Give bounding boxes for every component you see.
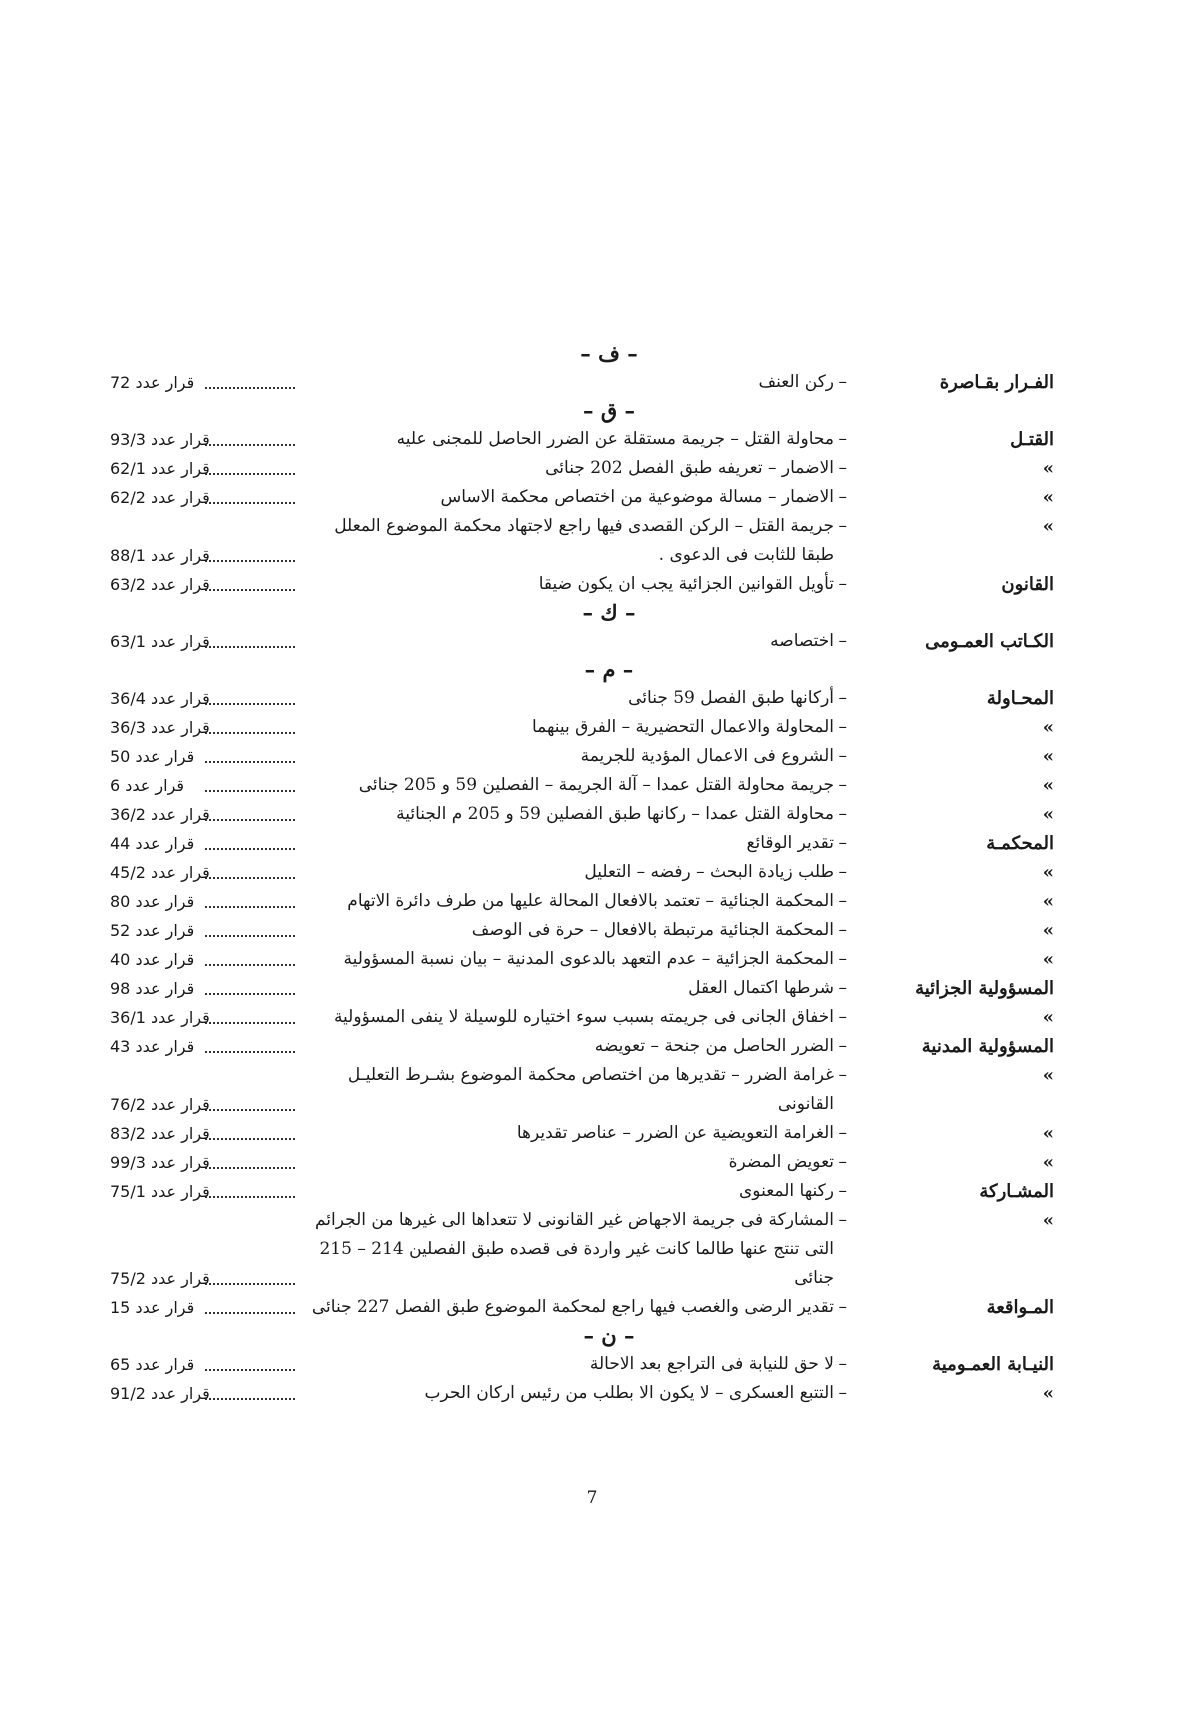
index-entry xyxy=(0,945,1184,974)
entry-description: تقدير الوقائع xyxy=(746,833,834,853)
index-entry xyxy=(0,425,1184,454)
entry-description: اخفاق الجانى فى جريمته بسبب سوء اختياره للوسيلة لا ينفى المسؤولية xyxy=(333,1007,834,1027)
index-entry xyxy=(0,1119,1184,1148)
entry-term: » xyxy=(1042,458,1054,479)
entry-term: المسؤولية الجزائية xyxy=(915,978,1054,999)
index-entry xyxy=(0,1379,1184,1408)
entry-dash: – xyxy=(838,487,847,507)
entry-term: » xyxy=(1042,804,1054,825)
entry-term: المسؤولية المدنية xyxy=(921,1036,1054,1057)
entry-description: غرامة الضرر – تقديرها من اختصاص محكمة الموضوع بشـرط التعليـل xyxy=(347,1065,834,1085)
entry-dash: – xyxy=(838,1297,847,1317)
entry-dash: – xyxy=(838,1181,847,1201)
entry-description: التى تنتج عنها طالما كانت غير واردة فى قصده طبق الفصلين 214 – 215 xyxy=(319,1239,834,1259)
index-entry xyxy=(0,887,1184,916)
entry-term: » xyxy=(1042,487,1054,508)
entry-description: المحكمة الجزائية – عدم التعهد بالدعوى المدنية – بيان نسبة المسؤولية xyxy=(343,949,834,969)
entry-description: طبقا للثابت فى الدعوى . xyxy=(658,545,834,565)
index-entry-continuation xyxy=(0,1264,1184,1293)
entry-decision-ref: قرار عدد 65 xyxy=(110,1355,195,1374)
entry-description: الاضمار – تعريفه طبق الفصل 202 جنائى xyxy=(545,458,834,478)
entry-decision-ref: قرار عدد 36/1 xyxy=(110,1008,210,1027)
entry-decision-ref: قرار عدد 44 xyxy=(110,834,195,853)
entry-dash: – xyxy=(838,920,847,940)
entry-dash: – xyxy=(838,775,847,795)
entry-description: التتبع العسكرى – لا يكون الا بطلب من رئيس اركان الحرب xyxy=(424,1383,834,1403)
entry-decision-ref: قرار عدد 36/2 xyxy=(110,805,210,824)
entry-description: أركانها طبق الفصل 59 جنائى xyxy=(628,688,834,708)
index-entry xyxy=(0,483,1184,512)
entry-term: الفـرار بقـاصرة xyxy=(939,372,1054,393)
entry-dash: – xyxy=(838,429,847,449)
section-letter-heading: – ف – xyxy=(580,341,638,366)
entry-dash: – xyxy=(838,574,847,594)
entry-term: » xyxy=(1042,949,1054,970)
entry-dash: – xyxy=(838,1123,847,1143)
entry-term: الكـاتب العمـومى xyxy=(925,631,1054,652)
entry-description: تأويل القوانين الجزائية يجب ان يكون ضيقا xyxy=(538,574,834,594)
index-entry xyxy=(0,800,1184,829)
entry-description: المحكمة الجنائية مرتبطة بالافعال – حرة فى الوصف xyxy=(471,920,834,940)
entry-term: » xyxy=(1042,1065,1054,1086)
entry-term: » xyxy=(1042,1383,1054,1404)
section-letter-heading: – ن – xyxy=(583,1323,635,1348)
entry-description: طلب زيادة البحث – رفضه – التعليل xyxy=(584,862,834,882)
entry-decision-ref: قرار عدد 52 xyxy=(110,921,195,940)
entry-dash: – xyxy=(838,1152,847,1172)
entry-term: » xyxy=(1042,746,1054,767)
entry-dash: – xyxy=(838,1065,847,1085)
index-entry xyxy=(0,1148,1184,1177)
entry-description: شرطها اكتمال العقل xyxy=(688,978,834,998)
entry-description: جريمة محاولة القتل عمدا – آلة الجريمة – الفصلين 59 و 205 جنائى xyxy=(358,775,834,795)
index-entry xyxy=(0,627,1184,656)
entry-dash: – xyxy=(838,833,847,853)
entry-dash: – xyxy=(838,1210,847,1230)
entry-dash: – xyxy=(838,688,847,708)
entry-dash: – xyxy=(838,458,847,478)
entry-decision-ref: قرار عدد 83/2 xyxy=(110,1124,210,1143)
entry-description: جريمة القتل – الركن القصدى فيها راجع لاجتهاد محكمة الموضوع المعلل xyxy=(334,516,834,536)
entry-decision-ref: قرار عدد 93/3 xyxy=(110,430,210,449)
index-entry xyxy=(0,974,1184,1003)
entry-term: » xyxy=(1042,1152,1054,1173)
index-entry xyxy=(0,454,1184,483)
entry-description: ركنها المعنوى xyxy=(738,1181,834,1201)
index-entry xyxy=(0,1061,1184,1090)
index-entry xyxy=(0,1293,1184,1322)
entry-description: ركن العنف xyxy=(758,372,834,392)
entry-description: الاضمار – مسالة موضوعية من اختصاص محكمة الاساس xyxy=(440,487,834,507)
entry-term: » xyxy=(1042,1123,1054,1144)
entry-dash: – xyxy=(838,949,847,969)
entry-description: المحاولة والاعمال التحضيرية – الفرق بينهما xyxy=(531,717,834,737)
entry-term: » xyxy=(1042,516,1054,537)
entry-description: المشاركة فى جريمة الاجهاض غير القانونى لا تتعداها الى غيرها من الجرائم xyxy=(314,1210,834,1230)
entry-description: محاولة القتل عمدا – ركانها طبق الفصلين 59 و 205 م الجنائية xyxy=(396,804,834,824)
entry-dash: – xyxy=(838,372,847,392)
entry-dash: – xyxy=(838,862,847,882)
entry-decision-ref: قرار عدد 99/3 xyxy=(110,1153,210,1172)
entry-term: » xyxy=(1042,891,1054,912)
entry-term: » xyxy=(1042,1210,1054,1231)
entry-decision-ref: قرار عدد 63/1 xyxy=(110,632,210,651)
entry-decision-ref: قرار عدد 63/2 xyxy=(110,575,210,594)
entry-decision-ref: قرار عدد 62/1 xyxy=(110,459,210,478)
entry-dash: – xyxy=(838,516,847,536)
entry-description: لا حق للنيابة فى التراجع بعد الاحالة xyxy=(589,1354,834,1374)
entry-term: » xyxy=(1042,717,1054,738)
entry-term: » xyxy=(1042,775,1054,796)
entry-decision-ref: قرار عدد 62/2 xyxy=(110,488,210,507)
entry-decision-ref: قرار عدد 15 xyxy=(110,1298,195,1317)
entry-description: تقدير الرضى والغصب فيها راجع لمحكمة الموضوع طبق الفصل 227 جنائى xyxy=(311,1297,834,1317)
index-entry xyxy=(0,713,1184,742)
entry-dash: – xyxy=(838,717,847,737)
entry-dash: – xyxy=(838,631,847,651)
index-entry xyxy=(0,829,1184,858)
entry-term: القانون xyxy=(1001,574,1054,595)
index-entry xyxy=(0,742,1184,771)
entry-decision-ref: قرار عدد 36/4 xyxy=(110,689,210,708)
index-entry xyxy=(0,1350,1184,1379)
entry-description: محاولة القتل – جريمة مستقلة عن الضرر الحاصل للمجنى عليه xyxy=(396,429,834,449)
entry-decision-ref: قرار عدد 50 xyxy=(110,747,195,766)
entry-dash: – xyxy=(838,804,847,824)
index-entry-continuation xyxy=(0,1090,1184,1119)
entry-decision-ref: قرار عدد 45/2 xyxy=(110,863,210,882)
entry-decision-ref: قرار عدد 88/1 xyxy=(110,546,210,565)
index-entry-continuation xyxy=(0,1235,1184,1264)
entry-dash: – xyxy=(838,1354,847,1374)
index-entry xyxy=(0,1206,1184,1235)
entry-decision-ref: قرار عدد 43 xyxy=(110,1037,195,1056)
section-letter-heading: – م – xyxy=(584,657,634,682)
index-entry xyxy=(0,512,1184,541)
entry-term: » xyxy=(1042,862,1054,883)
index-entry xyxy=(0,1032,1184,1061)
entry-decision-ref: قرار عدد 98 xyxy=(110,979,195,998)
index-entry xyxy=(0,1003,1184,1032)
index-entry xyxy=(0,570,1184,599)
entry-term: المحـاولة xyxy=(986,688,1054,709)
index-entry xyxy=(0,368,1184,397)
entry-decision-ref: قرار عدد 6 xyxy=(110,776,185,795)
entry-description: اختصاصه xyxy=(770,631,834,651)
entry-term: المحكمـة xyxy=(986,833,1054,854)
index-content xyxy=(0,340,1184,1408)
entry-dash: – xyxy=(838,1007,847,1027)
entry-term: النيـابة العمـومية xyxy=(932,1354,1054,1375)
index-entry xyxy=(0,771,1184,800)
entry-description: تعويض المضرة xyxy=(728,1152,834,1172)
entry-decision-ref: قرار عدد 36/3 xyxy=(110,718,210,737)
index-entry xyxy=(0,858,1184,887)
index-entry xyxy=(0,684,1184,713)
entry-decision-ref: قرار عدد 72 xyxy=(110,373,195,392)
entry-term: المشـاركة xyxy=(979,1181,1054,1202)
entry-description: الغرامة التعويضية عن الضرر – عناصر تقديرها xyxy=(516,1123,834,1143)
index-entry-continuation xyxy=(0,541,1184,570)
entry-dash: – xyxy=(838,891,847,911)
index-entry xyxy=(0,916,1184,945)
entry-decision-ref: قرار عدد 40 xyxy=(110,950,195,969)
entry-dash: – xyxy=(838,1383,847,1403)
section-letter-heading: – ك – xyxy=(582,600,636,625)
entry-dash: – xyxy=(838,746,847,766)
entry-decision-ref: قرار عدد 75/2 xyxy=(110,1269,210,1288)
page-number: 7 xyxy=(586,1488,598,1508)
entry-description: الشروع فى الاعمال المؤدية للجريمة xyxy=(580,746,834,766)
entry-decision-ref: قرار عدد 75/1 xyxy=(110,1182,210,1201)
entry-term: » xyxy=(1042,1007,1054,1028)
entry-description: الضرر الحاصل من جنحة – تعويضه xyxy=(594,1036,834,1056)
entry-description: جنائى xyxy=(794,1268,834,1288)
entry-decision-ref: قرار عدد 76/2 xyxy=(110,1095,210,1114)
entry-dash: – xyxy=(838,978,847,998)
entry-decision-ref: قرار عدد 80 xyxy=(110,892,195,911)
section-letter-heading: – ق – xyxy=(583,398,635,423)
entry-description: المحكمة الجنائية – تعتمد بالافعال المحالة عليها من طرف دائرة الاتهام xyxy=(347,891,834,911)
entry-description: القانونى xyxy=(777,1094,834,1114)
entry-decision-ref: قرار عدد 91/2 xyxy=(110,1384,210,1403)
entry-term: » xyxy=(1042,920,1054,941)
entry-term: المـواقعة xyxy=(986,1297,1054,1318)
entry-term: القتـل xyxy=(1010,429,1054,450)
index-entry xyxy=(0,1177,1184,1206)
entry-dash: – xyxy=(838,1036,847,1056)
